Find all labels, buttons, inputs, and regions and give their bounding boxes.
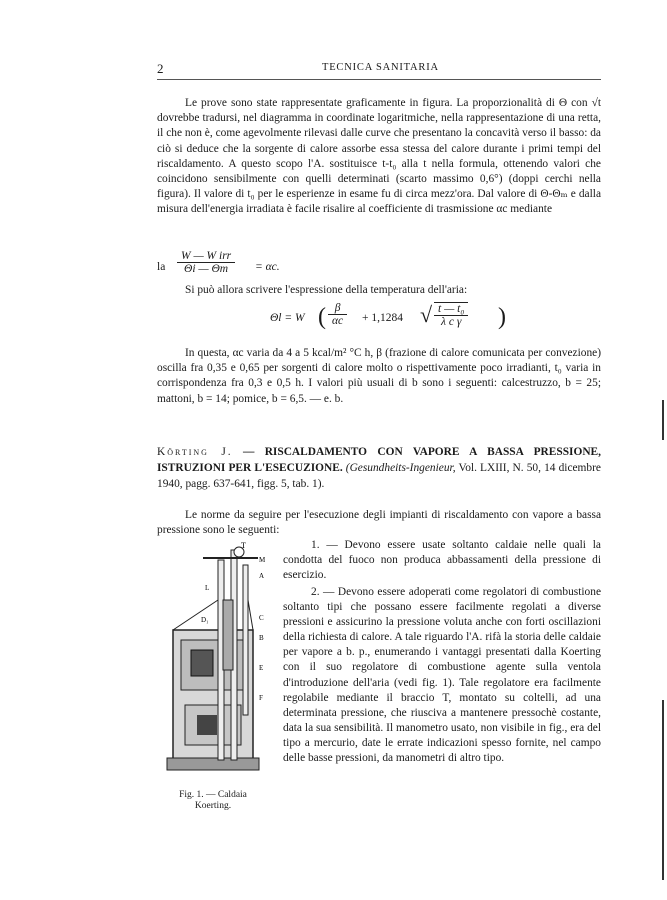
page-header [157, 61, 601, 81]
svg-text:A: A [259, 572, 265, 580]
running-title: TECNICA SANITARIA [322, 62, 439, 73]
sqrt-icon: √ [420, 302, 433, 327]
formula2-lhs: Θl = W [270, 312, 305, 324]
formula-temperature: Θl = W ( $\frac{\beta}{\alpha c}$ + 1,1284 √ $\frac{\text{t — t₀}}{\text{λ c γ}}$ ) [270, 302, 506, 330]
article-heading [157, 444, 601, 492]
paragraph-1: Le prove sono state rappresentate graficamente in figura. La proporzionalità di Θ con √t dovrebbe tradursi, nel diagramma in coordinate logaritmiche, nella rappresentazione di una retta, il che non è, come agevolmente rilevasi dalle curve che presentano la concavità verso il basso: da ciò si deduce che la sorgente di calore assorbe essa stessa del calore durante i primi tempi del riscaldamento. A questo scopo l'A. sostituisce t-t₀ alla t nella formula, ottenendo valori che coincidono sensibilmente con quelli determinati (scarto massimo 0,6°) (doppi cerchi nella figura). Il valore di t₀ per le esperienze in esame fu di circa mezz'ora. Dal valore di Θ-Θₘ e dalla misura dell'energia irradiata è facile risalire al coefficiente di trasmissione αc mediante [157, 97, 601, 216]
article-source: (Gesundheits-Ingenieur, [345, 462, 456, 474]
page-edge-mark [662, 400, 664, 440]
formula2-fraction: $\frac{\beta}{\alpha c}$ [328, 302, 347, 327]
paragraph-3: In questa, αc varia da 4 a 5 kcal/m² °C h, β (frazione di calore comunicata per convezione) oscilla fra 0,35 e 0,65 per sorgenti di calore molto o rispettivamente poco irradianti, t₀ varia in corrispondenza fra 0,3 e 0,5 h. I valori più usuali di b sono i seguenti: calcestruzzo, b = 25; mattoni, b = 14; pomice, b = 6,5. — e. b. [157, 347, 601, 405]
figure-boiler [163, 540, 273, 785]
article-title: — RISCALDAMENTO CON VAPORE A BASSA PRESSIONE, ISTRUZIONI PER L'ESECUZIONE. [157, 446, 601, 474]
svg-text:F: F [259, 694, 263, 702]
svg-text:D₁: D₁ [201, 616, 209, 624]
paragraph-2: Si può allora scrivere l'espressione della temperatura dell'aria: [185, 284, 468, 296]
rule-2: 2. — Devono essere adoperati come regolatori di combustione soltanto tipi che possano essere facilmente regolati a diverse pressioni e assicurino la pressione voluta anche con forti oscillazioni della richiesta di calore. A tale riguardo l'A. rifà la storia delle caldaie per vapore a b. p., enumerando i vantaggi presentati dalla Koerting con il suo regolatore di combustione agente sulla ventola d'introduzione dell'aria (vedi fig. 1). Tale regolatore era facilmente regolabile mediante il braccio T, montato su coltelli, ad una determinata pressione, che riusciva a mantenere pressochè costante, data la sua sensibilità. Il manometro usato, non visibile in fig., era del tipo a mercurio, date le errate indicazioni spesso fornite, nel campo delle basse pressioni, da manometri di altro tipo. [283, 586, 601, 765]
formula-alpha [157, 250, 457, 284]
svg-text:B: B [259, 634, 264, 642]
page-edge-mark-lower [662, 700, 664, 880]
article-author: Körting J. [157, 446, 233, 458]
rule-1: 1. — Devono essere usate soltanto caldaie nelle quali la condotta del fuoco non produca abbassamenti della pressione di esercizio. [283, 539, 601, 582]
formula-numerator: W — W irr [177, 250, 235, 263]
header-rule [157, 79, 601, 80]
formula2-plus: + 1,1284 [362, 312, 403, 324]
svg-text:L: L [205, 584, 210, 592]
formula-denominator: Θi — Θm [184, 263, 229, 275]
paragraph-4: Le norme da seguire per l'esecuzione degli impianti di riscaldamento con vapore a bassa pressione sono le seguenti: [157, 509, 601, 537]
fig-label-T: T [241, 541, 246, 550]
formula2-root-fraction: $\frac{\text{t — t₀}}{\text{λ c γ}}$ [434, 302, 468, 328]
svg-text:C: C [259, 614, 264, 622]
figure-caption: Fig. 1. — Caldaia Koerting. [179, 790, 247, 811]
svg-text:M: M [259, 556, 266, 564]
article-details: Vol. LXIII, N. 50, 14 dicembre 1940, pagg. 637-641, figg. 5, tab. 1). [157, 462, 601, 490]
formula-result: = αc. [255, 261, 280, 273]
formula-fraction [177, 250, 235, 275]
formula-prefix: la [157, 261, 166, 273]
page-number: 2 [157, 61, 164, 76]
svg-text:E: E [259, 664, 264, 672]
boiler-illustration [163, 540, 273, 785]
